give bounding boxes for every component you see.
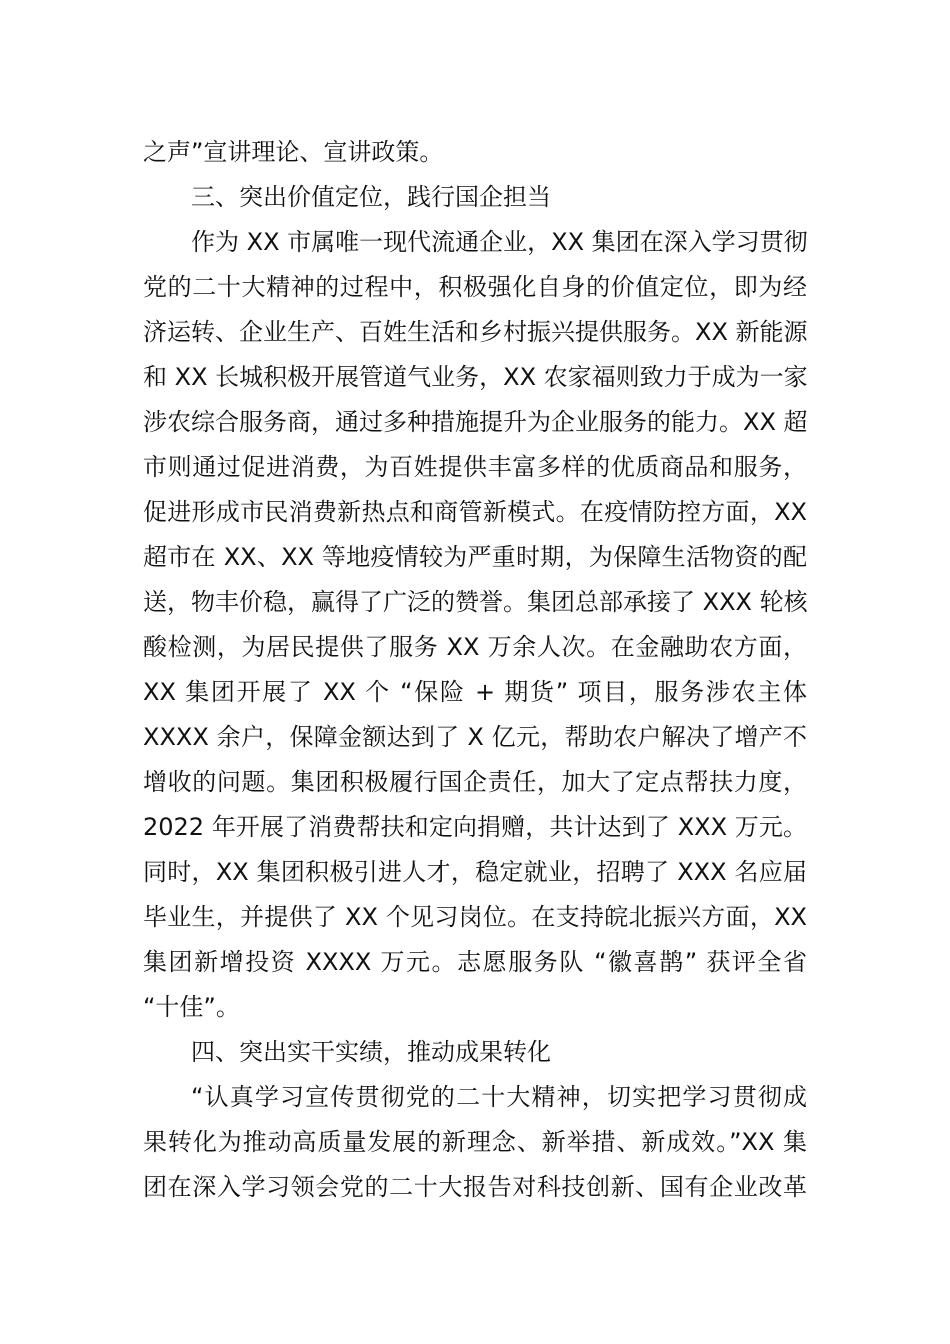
- text-line: 涉农综合服务商，通过多种措施提升为企业服务的能力。XX 超: [143, 408, 808, 436]
- text-line: 和 XX 长城积极开展管道气业务，XX 农家福则致力于成为一家: [143, 363, 808, 391]
- text-line: 同时，XX 集团积极引进人才，稳定就业，招聘了 XXX 名应届: [143, 858, 807, 886]
- text-line: XXXX 余户，保障金额达到了 X 亿元，帮助农户解决了增产不: [143, 723, 807, 751]
- text-line: XX 集团开展了 XX 个 “保险 + 期货” 项目，服务涉农主体: [143, 678, 807, 706]
- text-line: 市则通过促进消费，为百姓提供丰富多样的优质商品和服务，: [143, 453, 807, 481]
- text-line: 团在深入学习领会党的二十大报告对科技创新、国有企业改革: [143, 1173, 807, 1201]
- section-heading: 三、突出价值定位，践行国企担当: [191, 183, 551, 211]
- text-line: 之声”宣讲理论、宣讲政策。: [143, 138, 444, 166]
- text-line: 济运转、企业生产、百姓生活和乡村振兴提供服务。XX 新能源: [143, 318, 808, 346]
- text-line: 超市在 XX、XX 等地疫情较为严重时期，为保障生活物资的配: [143, 543, 807, 571]
- section-heading: 四、突出实干实绩，推动成果转化: [191, 1038, 551, 1066]
- text-line: 作为 XX 市属唯一现代流通企业，XX 集团在深入学习贯彻: [191, 228, 808, 256]
- text-line: 促进形成市民消费新热点和商管新模式。在疫情防控方面，XX: [143, 498, 807, 526]
- text-line: 酸检测，为居民提供了服务 XX 万余人次。在金融助农方面，: [143, 633, 807, 661]
- text-line: 毕业生，并提供了 XX 个见习岗位。在支持皖北振兴方面，XX: [143, 903, 807, 931]
- text-line: “十佳”。: [143, 993, 240, 1021]
- text-line: 集团新增投资 XXXX 万元。志愿服务队 “徽喜鹊” 获评全省: [143, 948, 807, 976]
- text-line: 2022 年开展了消费帮扶和定向捐赠，共计达到了 XXX 万元。: [143, 813, 807, 841]
- text-line: 党的二十大精神的过程中，积极强化自身的价值定位，即为经: [143, 273, 807, 301]
- text-line: 果转化为推动高质量发展的新理念、新举措、新成效。”XX 集: [143, 1128, 807, 1156]
- text-line: “认真学习宣传贯彻党的二十大精神，切实把学习贯彻成: [191, 1083, 807, 1111]
- text-line: 送，物丰价稳，赢得了广泛的赞誉。集团总部承接了 XXX 轮核: [143, 588, 808, 616]
- text-line: 增收的问题。集团积极履行国企责任，加大了定点帮扶力度，: [143, 768, 807, 796]
